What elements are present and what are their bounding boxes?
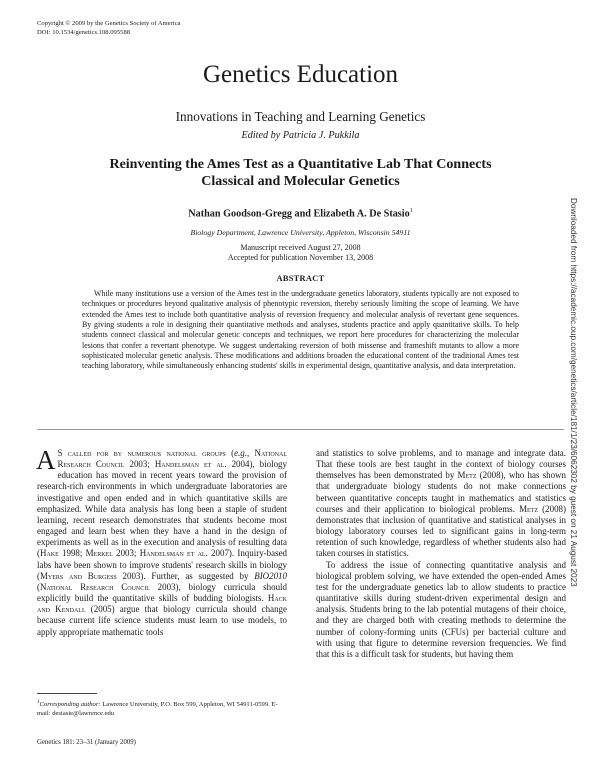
- body-text: 2007). Inquiry-based labs have been shown to improve students' research skills in biology (: [37, 548, 287, 581]
- section-divider: [37, 429, 564, 430]
- body-text: and statistics to solve problems, and to manage and integrate data. That these tools are best taught in the context of biology courses themselves has been demonstrated by: [316, 448, 566, 481]
- body-text: (2005) argue that biology curricula should change because current life science students must learn to use models, to apply appropriate mathematic tools: [37, 604, 287, 637]
- citation: Handelsman et al.: [154, 459, 227, 470]
- article-title-line-1: Reinventing the Ames Test as a Quantitative Lab That Connects: [109, 157, 492, 172]
- citation: Metz: [519, 503, 539, 514]
- download-watermark: Downloaded from https://academic.oup.com/genetics/article/181/1/23/6062302 by guest on 21 August 2023: [569, 198, 578, 587]
- paragraph: To address the issue of connecting quantitative analysis and biological problem solving, we have extended the open-ended Ames test for the undergraduate genetics lab to allow students to practice quantitative skills during student-driven experimental design and analysis. Students bring to the lab potential mutagens of their choice, and they are charged both with creating methods to determine the number of colony-forming units (CFUs) per bacterial culture and with using that figure to determine reversion frequencies. We find that this is a difficult task for students, but having them: [316, 559, 566, 659]
- body-text: 1998;: [58, 548, 86, 559]
- author-footnote-mark: 1: [409, 208, 413, 214]
- body-text: (2008) demonstrates that inclusion of quantitative and statistical analyses in biology laboratory courses led to significant gains in long-term retention of such knowledge, regardless of whether students also had taken courses in statistics.: [316, 503, 566, 559]
- body-text: e.g.: [234, 448, 247, 458]
- footnote-divider: [37, 693, 97, 694]
- citation: Handelsman et al.: [139, 548, 208, 559]
- footnote: [37, 699, 287, 718]
- author-names: Nathan Goodson-Gregg and Elizabeth A. De Stasio: [188, 208, 410, 220]
- citation: Hake: [39, 548, 59, 559]
- citation: National Research Council: [57, 448, 287, 470]
- doi-line: DOI: 10.1534/genetics.108.095588: [37, 28, 131, 36]
- abstract-body: While many institutions use a version of the Ames test in the undergraduate genetics laboratory, students typically are not exposed to techniques or procedures beyond qualitative analysis of phenotypic reversion, thereby seriously limiting the scope of learning. We have extended the Ames test to include both quantitative analysis of reversion frequency and molecular analysis of revertant gene sequences. By giving students a role in designing their quantitative methods and analyses, students practice and apply quantitative skills. To help students connect classical and molecular genetic concepts and techniques, we report here procedures for characterizing the molecular lesions that confer a revertant phenotype. We suggest undertaking reversion of both missense and frameshift mutants to allow a more sophisticated molecular genetic analysis. These modifications and additions broaden the educational content of the traditional Ames test teaching laboratory, while simultaneously enhancing students' skills in experimental design, quantitative analysis, and data interpretation.: [82, 289, 519, 371]
- citation: Merkel: [85, 548, 113, 559]
- body-text: 2003), biology curricula should explicitly build the quantitative skills of budding biologists.: [37, 581, 287, 604]
- copyright-line: Copyright © 2009 by the Genetics Society of America: [37, 20, 181, 27]
- body-text: BIO2010: [254, 570, 287, 581]
- received-date: Manuscript received August 27, 2008: [240, 243, 361, 252]
- body-left-column: [36, 445, 287, 638]
- footnote-text: Lawrence University, P.O. Box 599, Appleton, WI 54911-0599. E-mail: destasie@lawrence.edu: [37, 701, 278, 717]
- body-text: 2003;: [124, 459, 155, 470]
- body-text: S called for by numerous national groups (: [57, 448, 235, 458]
- body-text: 2003;: [112, 548, 140, 559]
- author-list: [37, 208, 564, 219]
- journal-footer: Genetics 181: 23–31 (January 2009): [37, 739, 136, 746]
- body-text: (: [37, 581, 40, 592]
- section-editor: Edited by Patricia J. Pukkila: [241, 130, 360, 141]
- section-title: Genetics Education: [202, 61, 399, 88]
- citation: Metz: [457, 470, 477, 481]
- body-text: 2004), biology education has moved in recent years toward the provision of research-rich environments in which undergraduate laboratories are investigative and open ended and in which quantitative skills are emphasized. While data analysis has long been a staple of student learning, recent research demonstrates that students become most engaged and learn best when they have a hand in the design of experiments as well as in the execution and analysis of resulting data (: [37, 459, 287, 559]
- body-text: (2008), who has shown that undergraduate biology students do not make connections between quantitative concepts taught in mathematics and statistics courses and their application to biological problems.: [316, 470, 566, 514]
- body-text: ,: [246, 448, 255, 458]
- article-title: [37, 157, 564, 190]
- copyright-notice: [37, 20, 180, 37]
- abstract-heading: ABSTRACT: [276, 274, 325, 283]
- article-title-line-2: Classical and Molecular Genetics: [201, 173, 400, 189]
- manuscript-dates: [37, 243, 564, 263]
- drop-cap: A: [36, 445, 56, 475]
- body-right-column: [316, 448, 566, 660]
- citation: National Research Council: [39, 581, 150, 592]
- body-text: 2003). Further, as suggested by: [116, 570, 255, 581]
- accepted-date: Accepted for publication November 13, 2008: [227, 253, 374, 262]
- paragraph: [316, 448, 566, 560]
- citation: Hack and Kendall: [37, 593, 287, 615]
- affiliation: Biology Department, Lawrence University, Appleton, Wisconsin 54911: [190, 228, 411, 237]
- footnote-label: Corresponding author:: [39, 701, 101, 709]
- section-subtitle: Innovations in Teaching and Learning Genetics: [175, 109, 426, 124]
- footnote-mark: 1: [37, 700, 40, 705]
- citation: Myers and Burgess: [39, 570, 117, 581]
